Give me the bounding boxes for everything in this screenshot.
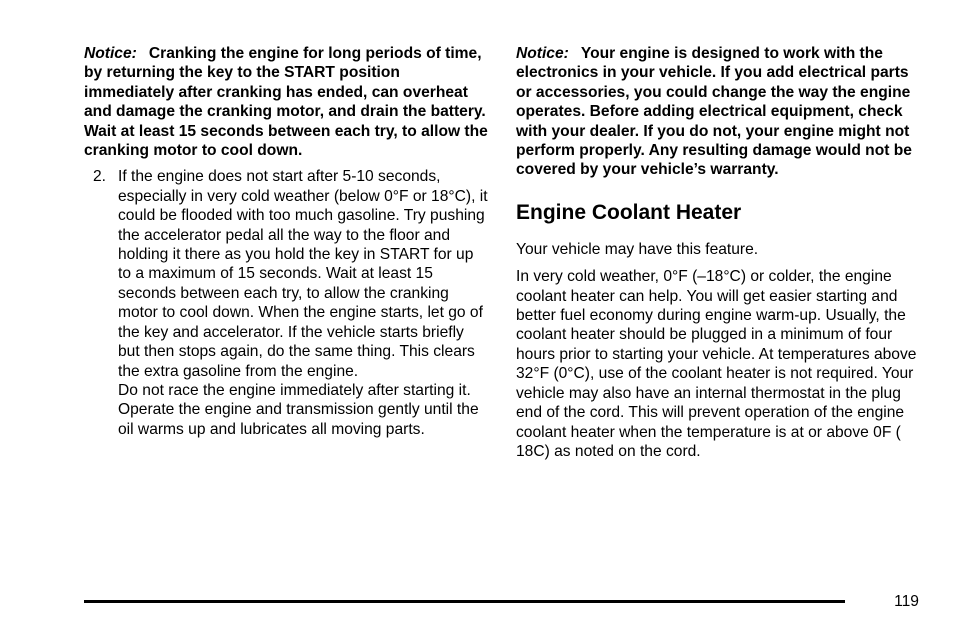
- step-paragraph: Do not race the engine immediately after starting it. Operate the engine and transmission gently until the oil warms up and lubricates all moving parts.: [118, 381, 479, 438]
- footer-rule: [84, 600, 845, 603]
- page-number: 119: [894, 593, 919, 610]
- right-column: [516, 44, 921, 461]
- list-item-number: 2.: [93, 168, 107, 186]
- step-paragraph: If the engine does not start after 5-10 seconds, especially in very cold weather (below 0°F or 18°C), it could be flooded with too much gasoline. Try pushing the accelerator pedal all the way to the floor and holding it there as you hold the key in START for up to a maximum of 15 seconds. Wait at least 15 seconds between each try, to allow the cranking motor to cool down. When the engine starts, let go of the key and accelerator. If the vehicle starts briefly but then stops again, do the same thing. This clears the extra gasoline from the engine.: [118, 168, 488, 380]
- section-heading: Engine Coolant Heater: [516, 200, 742, 224]
- cranking-notice: [84, 44, 488, 160]
- notice-label: Notice:: [84, 45, 137, 62]
- list-item: [93, 167, 488, 439]
- left-column: [84, 44, 488, 439]
- notice-text: Your engine is designed to work with the electronics in your vehicle. If you add electrical parts or accessories, you could change the way the engine operates. Before adding electrical equipment, check with your dealer. If you do not, your engine might not perform properly. Any resulting damage would not be covered by your vehicle’s warranty.: [516, 45, 912, 179]
- electronics-notice: [516, 44, 921, 180]
- notice-text: Cranking the engine for long periods of time, by returning the key to the START position immediately after cranking has ended, can overheat and damage the cranking motor, and drain the battery. Wait at least 15 seconds between each try, to allow the cranking motor to cool down.: [84, 45, 488, 160]
- body-paragraph: Your vehicle may have this feature.: [516, 240, 759, 258]
- body-paragraph: In very cold weather, 0°F (–18°C) or colder, the engine coolant heater can help. You will get easier starting and better fuel economy during engine warm-up. Usually, the coolant heater should be plugged in a minimum of four hours prior to starting your vehicle. At temperatures above 32°F (0°C), use of the coolant heater is not required. Your vehicle may also have an internal thermostat in the plug end of the cord. This will prevent operation of the engine coolant heater when the temperature is at or above 0F ( 18C) as noted on the cord.: [516, 268, 917, 460]
- notice-label: Notice:: [516, 45, 569, 62]
